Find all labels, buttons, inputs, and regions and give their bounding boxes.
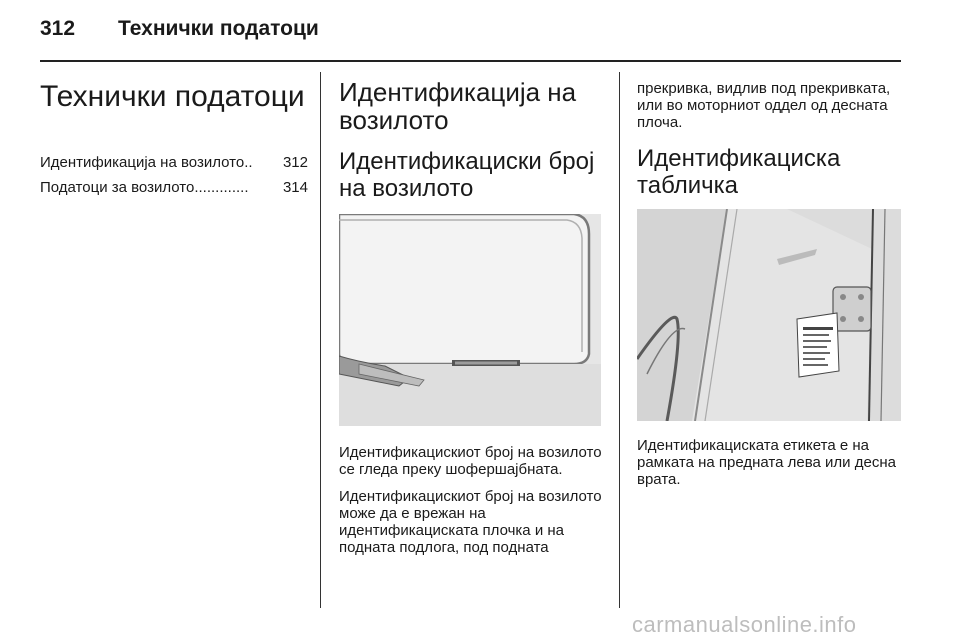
- column-1: [40, 70, 308, 200]
- subsection-title: Идентификациска табличка: [637, 145, 841, 199]
- column-3: [637, 70, 901, 498]
- toc-entry-label: Идентификација на возилото: [40, 154, 245, 171]
- vin-paragraph-2: Идентификацискиот број на возилото може да е врежан на идентификациската плочка и на подната подлога, под подната: [339, 488, 602, 556]
- toc-entry-page: 312: [282, 154, 308, 171]
- page-header: [40, 17, 319, 41]
- section-title: Идентификација на возилото: [339, 77, 577, 135]
- toc-entry-dots: .............: [194, 179, 249, 196]
- running-title: Технички податоци: [118, 17, 319, 40]
- column-2: [339, 70, 607, 566]
- door-frame-drawing: [637, 209, 901, 421]
- door-label-illustration: [637, 209, 901, 421]
- column-divider: [320, 72, 321, 608]
- toc-entry-page: 314: [282, 179, 308, 196]
- door-label-caption: Идентификациската етикета е на рамката на предната лева или десна врата.: [637, 437, 896, 488]
- continuation-paragraph: прекривка, видлив под прекривката, или во моторниот оддел од десната плоча.: [637, 80, 891, 131]
- subsection-title: Идентификациски број на возилото: [339, 148, 595, 202]
- table-of-contents: [40, 150, 308, 200]
- header-rule: [40, 60, 901, 62]
- toc-entry-dots: ..: [244, 154, 253, 171]
- column-divider: [619, 72, 620, 608]
- page-number: 312: [40, 17, 76, 40]
- watermark: carmanualsonline.info: [632, 612, 857, 637]
- toc-entry-label: Податоци за возилото: [40, 179, 195, 196]
- windshield-vin-illustration: [339, 214, 601, 426]
- toc-entry[interactable]: [40, 175, 308, 200]
- toc-entry[interactable]: [40, 150, 308, 175]
- chapter-title: Технички податоци: [40, 80, 305, 113]
- vin-paragraph-1: Идентификацискиот број на возилото се гледа преку шофершајбната.: [339, 444, 602, 478]
- windshield-drawing: [339, 214, 601, 426]
